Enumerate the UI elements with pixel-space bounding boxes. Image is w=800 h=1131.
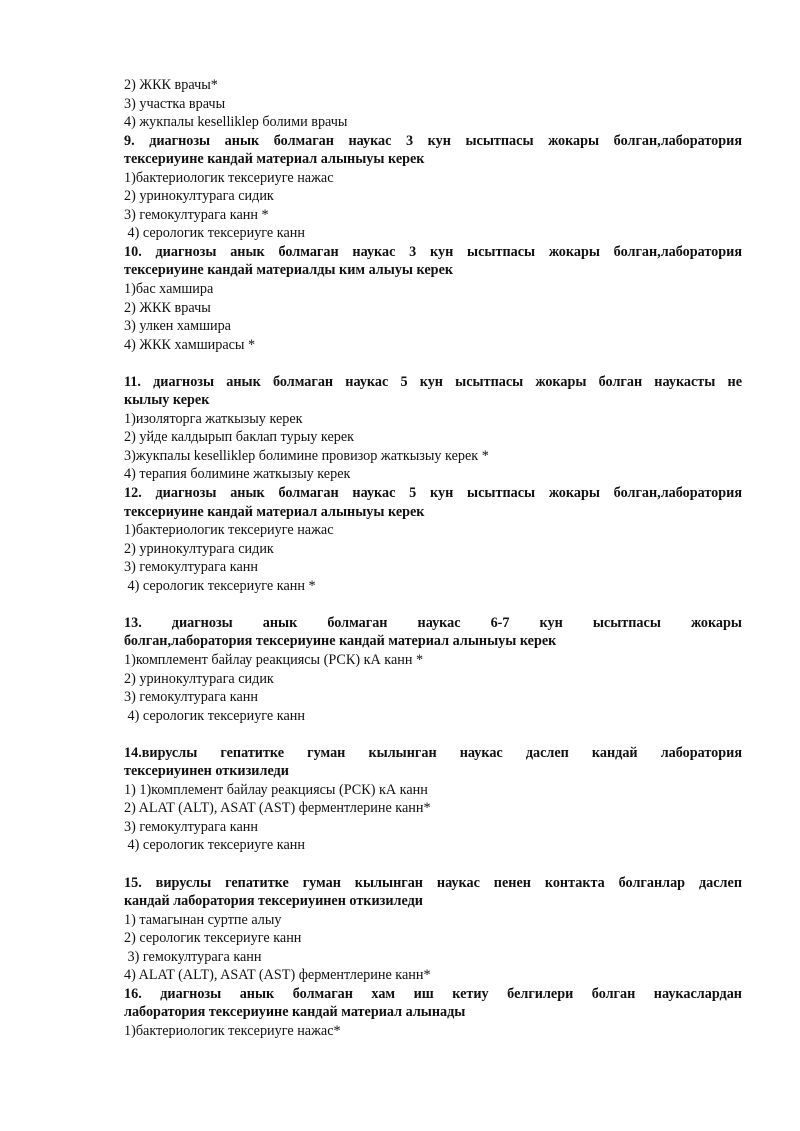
question-text: тексериуинен откизиледи bbox=[124, 763, 289, 780]
question-text: кандай лаборатория тексериуинен откизиледи bbox=[124, 893, 423, 910]
answer-option: 2) ALAT (ALT), ASAT (AST) ферментлерине канн* bbox=[124, 800, 431, 817]
answer-option: 4) ALAT (ALT), ASAT (AST) ферментлерине канн* bbox=[124, 967, 431, 984]
answer-option: 4) серологик тексериуге канн bbox=[124, 837, 305, 854]
answer-option: 3) гемокултурага канн bbox=[124, 948, 262, 965]
answer-option: 1) 1)комплемент байлау реакциясы (РСК) кА канн bbox=[124, 781, 428, 798]
blank-line bbox=[124, 354, 742, 373]
question-text: тексериуине кандай материал алыныуы керек bbox=[124, 151, 425, 168]
answer-option: 2) уринокултурага сидик bbox=[124, 188, 274, 205]
document-page bbox=[124, 76, 742, 1040]
question-text: 10. диагнозы анык болмаган наукас 3 кун ысытпасы жокары болган,лаборатория bbox=[124, 243, 742, 260]
question-text: 11. диагнозы анык болмаган наукас 5 кун ысытпасы жокары болган наукасты не bbox=[124, 373, 742, 390]
answer-option: 4) терапия болимине жаткызыу керек bbox=[124, 466, 351, 483]
answer-option: 3) гемокултурага канн * bbox=[124, 206, 269, 223]
question-text: тексериуине кандай материалды ким алыуы керек bbox=[124, 262, 454, 279]
answer-option: 1)бактериологик тексериуге нажас bbox=[124, 522, 334, 539]
question-text: кылыу керек bbox=[124, 392, 210, 409]
answer-option: 4) серологик тексериуге канн * bbox=[124, 577, 316, 594]
answer-option: 4) ЖКК хамширасы * bbox=[124, 336, 256, 353]
answer-option: 4) жукпалы keselliklер болими врачы bbox=[124, 114, 348, 131]
answer-option: 1)изоляторга жаткызыу керек bbox=[124, 410, 303, 427]
question-text: 15. вируслы гепатитке гуман кылынган наукас пенен контакта болганлар даслеп bbox=[124, 874, 742, 891]
answer-option: 2) уйде калдырып баклап турыу керек bbox=[124, 429, 355, 446]
answer-option: 2) ЖКК врачы bbox=[124, 299, 211, 316]
answer-option: 1)бактериологик тексериуге нажас* bbox=[124, 1022, 341, 1039]
answer-option: 2) серологик тексериуге канн bbox=[124, 930, 302, 947]
answer-option: 2) уринокултурага сидик bbox=[124, 540, 274, 557]
answer-option: 4) серологик тексериуге канн bbox=[124, 707, 305, 724]
answer-option: 2) ЖКК врачы* bbox=[124, 77, 218, 93]
answer-option: 3) участка врачы bbox=[124, 95, 226, 112]
question-text: 16. диагнозы анык болмаган хам иш кетиу белгилери болган наукаслардан bbox=[124, 985, 742, 1002]
question-text: 12. диагнозы анык болмаган наукас 5 кун ысытпасы жокары болган,лаборатория bbox=[124, 485, 742, 502]
answer-option: 4) серологик тексериуге канн bbox=[124, 225, 305, 242]
question-text: тексериуине кандай материал алыныуы керек bbox=[124, 503, 425, 520]
answer-option: 1)комплемент байлау реакциясы (РСК) кА канн * bbox=[124, 651, 424, 668]
answer-option: 3) гемокултурага канн bbox=[124, 559, 258, 576]
question-text: болган,лаборатория тексериуине кандай материал алыныуы керек bbox=[124, 633, 557, 650]
blank-line bbox=[124, 855, 742, 874]
answer-option: 3) гемокултурага канн bbox=[124, 689, 258, 706]
answer-option: 3)жукпалы keselliklер болимине провизор жаткызыу керек * bbox=[124, 447, 489, 464]
answer-option: 1)бактериологик тексериуге нажас bbox=[124, 169, 334, 186]
answer-option: 2) уринокултурага сидик bbox=[124, 670, 274, 687]
blank-line bbox=[124, 725, 742, 744]
answer-option: 1) тамагынан суртпе алыу bbox=[124, 911, 282, 928]
answer-option: 3) улкен хамшира bbox=[124, 318, 231, 335]
question-text: лаборатория тексериуине кандай материал алынады bbox=[124, 1004, 466, 1021]
question-text: 14.вируслы гепатитке гуман кылынган наукас даслеп кандай лаборатория bbox=[124, 744, 742, 761]
blank-line bbox=[124, 595, 742, 614]
question-text: 9. диагнозы анык болмаган наукас 3 кун ысытпасы жокары болган,лаборатория bbox=[124, 132, 742, 149]
answer-option: 1)бас хамшира bbox=[124, 281, 214, 298]
answer-option: 3) гемокултурага канн bbox=[124, 818, 258, 835]
question-text: 13. диагнозы анык болмаган наукас 6-7 кун ысытпасы жокары bbox=[124, 614, 742, 631]
